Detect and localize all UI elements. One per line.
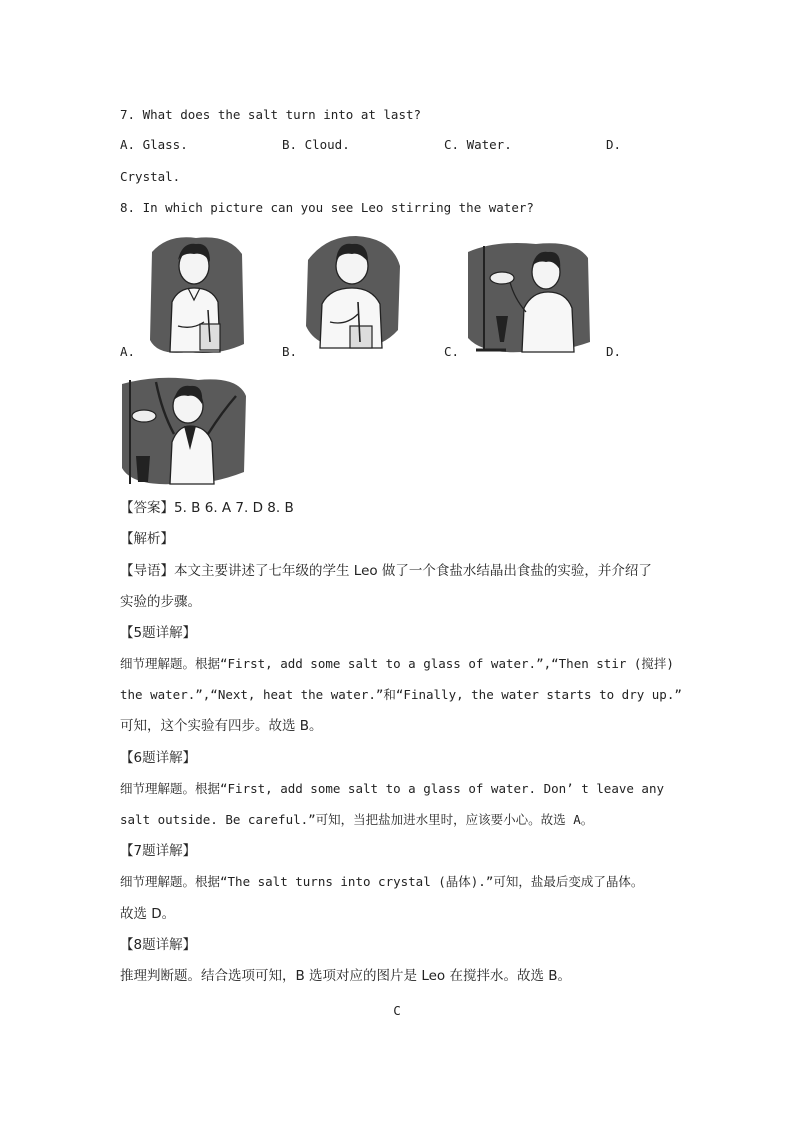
question-7: 7. What does the salt turn into at last? (120, 107, 422, 122)
q8-label-a: A. (120, 344, 136, 359)
q5-line-2: the water.”,“Next, heat the water.”和“Finally, the water starts to dry up.” (120, 687, 682, 702)
q7-detail-line-2: 故选 D。 (120, 906, 176, 922)
q7-option-c: C. Water. (444, 137, 512, 152)
intro-line-1: 【导语】本文主要讲述了七年级的学生 Leo 做了一个食盐水结晶出食盐的实验，并介绍了 (120, 563, 652, 579)
q8-label-c: C. (444, 344, 460, 359)
q8-detail-title: 【8题详解】 (120, 937, 197, 953)
q6-line-1: 细节理解题。根据“First, add some salt to a glass of water. Don’ t leave any (120, 781, 665, 796)
q5-title: 【5题详解】 (120, 625, 197, 641)
q6-line-2: salt outside. Be careful.”可知，当把盐加进水里时，应该要小心。故选 A。 (120, 812, 594, 827)
picture-a-illustration (148, 232, 246, 358)
page-footer-letter: C (393, 1003, 401, 1018)
picture-b-illustration (300, 230, 404, 354)
q5-line-1: 细节理解题。根据“First, add some salt to a glass of water.”,“Then stir (搅拌) (120, 656, 674, 671)
q8-label-d: D. (606, 344, 622, 359)
q7-option-b: B. Cloud. (282, 137, 350, 152)
question-8: 8. In which picture can you see Leo stirring the water? (120, 200, 534, 215)
analysis-title: 【解析】 (120, 531, 174, 547)
q7-option-d: D. (606, 137, 622, 152)
picture-d-illustration (118, 372, 250, 488)
q7-detail-line-1: 细节理解题。根据“The salt turns into crystal (晶体).”可知，盐最后变成了晶体。 (120, 874, 644, 889)
q5-line-3: 可知，这个实验有四步。故选 B。 (120, 718, 323, 734)
answer-line: 【答案】5. B 6. A 7. D 8. B (120, 500, 294, 516)
intro-line-2: 实验的步骤。 (120, 594, 201, 610)
picture-c-illustration (466, 238, 592, 356)
q7-option-a: A. Glass. (120, 137, 188, 152)
q8-detail-line-1: 推理判断题。结合选项可知，B 选项对应的图片是 Leo 在搅拌水。故选 B。 (120, 968, 572, 984)
q8-label-b: B. (282, 344, 298, 359)
q7-detail-title: 【7题详解】 (120, 843, 197, 859)
q7-option-d-text: Crystal. (120, 169, 181, 184)
q6-title: 【6题详解】 (120, 750, 197, 766)
